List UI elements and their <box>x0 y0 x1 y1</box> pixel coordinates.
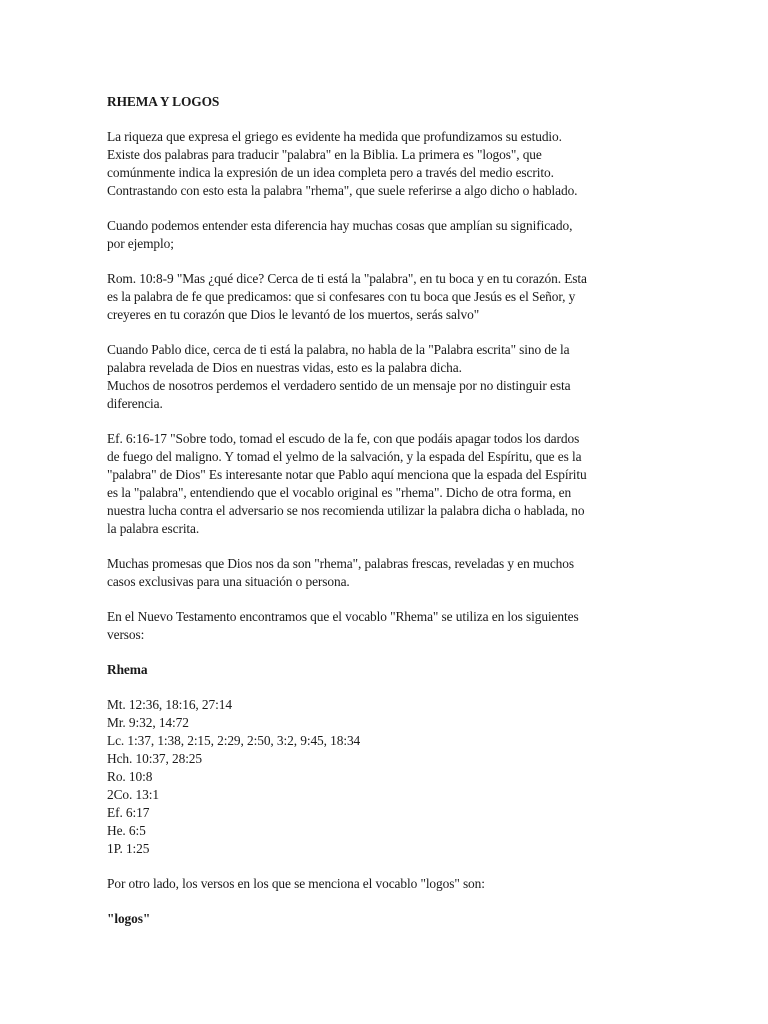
text-line: comúnmente indica la expresión de un idea completa pero a través del medio escrito. <box>107 165 554 180</box>
text-line: casos exclusivas para una situación o persona. <box>107 574 350 589</box>
text-line: versos: <box>107 627 145 642</box>
reference-item: Ef. 6:17 <box>107 805 150 820</box>
reference-item: 1P. 1:25 <box>107 841 150 856</box>
reference-item: Ro. 10:8 <box>107 769 153 784</box>
text-line: diferencia. <box>107 396 163 411</box>
paragraph-pablo <box>107 341 667 413</box>
text-line: por ejemplo; <box>107 236 174 251</box>
text-line: Existe dos palabras para traducir "palabra" en la Biblia. La primera es "logos", que <box>107 147 542 162</box>
text-line: Rom. 10:8-9 "Mas ¿qué dice? Cerca de ti está la "palabra", en tu boca y en tu corazón. Esta <box>107 271 587 286</box>
reference-item: He. 6:5 <box>107 823 146 838</box>
text-line: palabra revelada de Dios en nuestras vidas, esto es la palabra dicha. <box>107 360 462 375</box>
rhema-reference-list <box>107 696 667 858</box>
text-line: Cuando Pablo dice, cerca de ti está la palabra, no habla de la "Palabra escrita" sino de la <box>107 342 570 357</box>
text-line: En el Nuevo Testamento encontramos que el vocablo "Rhema" se utiliza en los siguientes <box>107 609 579 624</box>
reference-item: Hch. 10:37, 28:25 <box>107 751 203 766</box>
paragraph-logos-intro <box>107 875 667 893</box>
reference-item: Lc. 1:37, 1:38, 2:15, 2:29, 2:50, 3:2, 9:45, 18:34 <box>107 733 361 748</box>
reference-item: Mt. 12:36, 18:16, 27:14 <box>107 697 232 712</box>
text-line: es la palabra de fe que predicamos: que si confesares con tu boca que Jesús es el Señor, y <box>107 289 576 304</box>
text-line: Contrastando con esto esta la palabra "rhema", que suele referirse a algo dicho o hablado. <box>107 183 578 198</box>
text-line: Ef. 6:16-17 "Sobre todo, tomad el escudo de la fe, con que podáis apagar todos los dardos <box>107 431 580 446</box>
reference-item: 2Co. 13:1 <box>107 787 159 802</box>
document-title: RHEMA Y LOGOS <box>107 94 220 109</box>
document-page <box>107 93 667 945</box>
text-line: de fuego del maligno. Y tomad el yelmo de la salvación, y la espada del Espíritu, que es la <box>107 449 582 464</box>
paragraph-intro <box>107 128 667 200</box>
text-line: La riqueza que expresa el griego es evidente ha medida que profundizamos su estudio. <box>107 129 562 144</box>
text-line: nuestra lucha contra el adversario se nos recomienda utilizar la palabra dicha o hablada, no <box>107 503 585 518</box>
rhema-heading: Rhema <box>107 662 148 677</box>
text-line: Cuando podemos entender esta diferencia hay muchas cosas que amplían su significado, <box>107 218 573 233</box>
paragraph-promesas <box>107 555 667 591</box>
text-line: Por otro lado, los versos en los que se menciona el vocablo "logos" son: <box>107 876 485 891</box>
text-line: Muchas promesas que Dios nos da son "rhema", palabras frescas, reveladas y en muchos <box>107 556 574 571</box>
text-line: es la "palabra", entendiendo que el vocablo original es "rhema". Dicho de otra forma, en <box>107 485 572 500</box>
logos-heading: "logos" <box>107 911 151 926</box>
paragraph-nuevo-testamento <box>107 608 667 644</box>
paragraph-ephesians <box>107 430 667 538</box>
reference-item: Mr. 9:32, 14:72 <box>107 715 189 730</box>
text-line: Muchos de nosotros perdemos el verdadero sentido de un mensaje por no distinguir esta <box>107 378 571 393</box>
text-line: la palabra escrita. <box>107 521 200 536</box>
text-line: "palabra" de Dios" Es interesante notar que Pablo aquí menciona que la espada del Espíritu <box>107 467 587 482</box>
text-line: creyeres en tu corazón que Dios le levantó de los muertos, serás salvo" <box>107 307 480 322</box>
paragraph-romans <box>107 270 667 324</box>
paragraph-difference <box>107 217 667 253</box>
